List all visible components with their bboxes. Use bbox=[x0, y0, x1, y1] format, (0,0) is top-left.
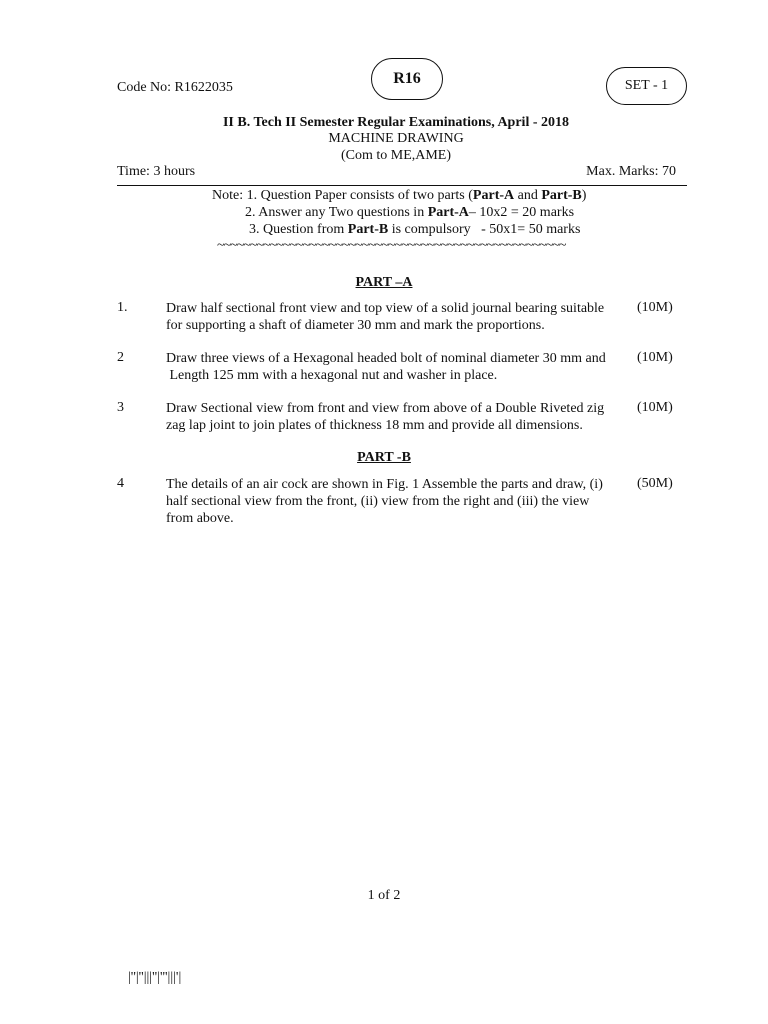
instructions-note bbox=[212, 187, 586, 238]
note-line-1: Note: 1. Question Paper consists of two parts (Part-A and Part-B) bbox=[212, 188, 587, 203]
barcode: |''|''|||''|'''|||'| bbox=[128, 970, 182, 985]
regulation-label: R16 bbox=[393, 70, 421, 87]
part-b-heading: PART -B bbox=[357, 450, 411, 465]
question-marks: (50M) bbox=[637, 476, 673, 491]
question-text: Draw three views of a Hexagonal headed bolt of nominal diameter 30 mm and Length 125 mm with a hexagonal nut and washer in place. bbox=[166, 351, 606, 383]
time-allowed: Time: 3 hours bbox=[117, 164, 196, 179]
set-label: SET - 1 bbox=[624, 78, 669, 93]
regulation-badge bbox=[371, 58, 443, 100]
exam-title: II B. Tech II Semester Regular Examinations, April - 2018 bbox=[222, 115, 569, 130]
header-divider bbox=[117, 185, 687, 186]
question-marks: (10M) bbox=[637, 400, 673, 415]
question-number: 2 bbox=[117, 350, 124, 365]
max-marks: Max. Marks: 70 bbox=[586, 164, 676, 179]
branches: (Com to ME,AME) bbox=[340, 148, 452, 163]
subject-title: MACHINE DRAWING bbox=[328, 131, 464, 146]
question-marks: (10M) bbox=[637, 350, 673, 365]
question-number: 3 bbox=[117, 400, 124, 415]
note-line-2: 2. Answer any Two questions in Part-A– 10x2 = 20 marks bbox=[245, 205, 575, 220]
set-badge bbox=[606, 67, 687, 105]
question-text: Draw half sectional front view and top view of a solid journal bearing suitable for supporting a shaft of diameter 30 mm and mark the proportions. bbox=[166, 301, 605, 333]
question-text: The details of an air cock are shown in Fig. 1 Assemble the parts and draw, (i) half sectional view from the front, (ii) view from the right and (iii) the view from above. bbox=[166, 477, 603, 526]
page-number: 1 of 2 bbox=[367, 888, 401, 903]
question-text: Draw Sectional view from front and view from above of a Double Riveted zig zag lap joint to join plates of thickness 18 mm and provide all dimensions. bbox=[166, 401, 605, 433]
question-marks: (10M) bbox=[637, 300, 673, 315]
question-number: 4 bbox=[117, 476, 124, 491]
question-number: 1. bbox=[117, 300, 128, 315]
part-a-heading: PART –A bbox=[355, 275, 413, 290]
separator: ~~~~~~~~~~~~~~~~~~~~~~~~~~~~~~~~~~~~~~~~~~~~~~~~~~~~~ bbox=[217, 238, 566, 253]
code-number: Code No: R1622035 bbox=[117, 80, 233, 95]
note-line-3: 3. Question from Part-B is compulsory - 50x1= 50 marks bbox=[249, 222, 581, 237]
